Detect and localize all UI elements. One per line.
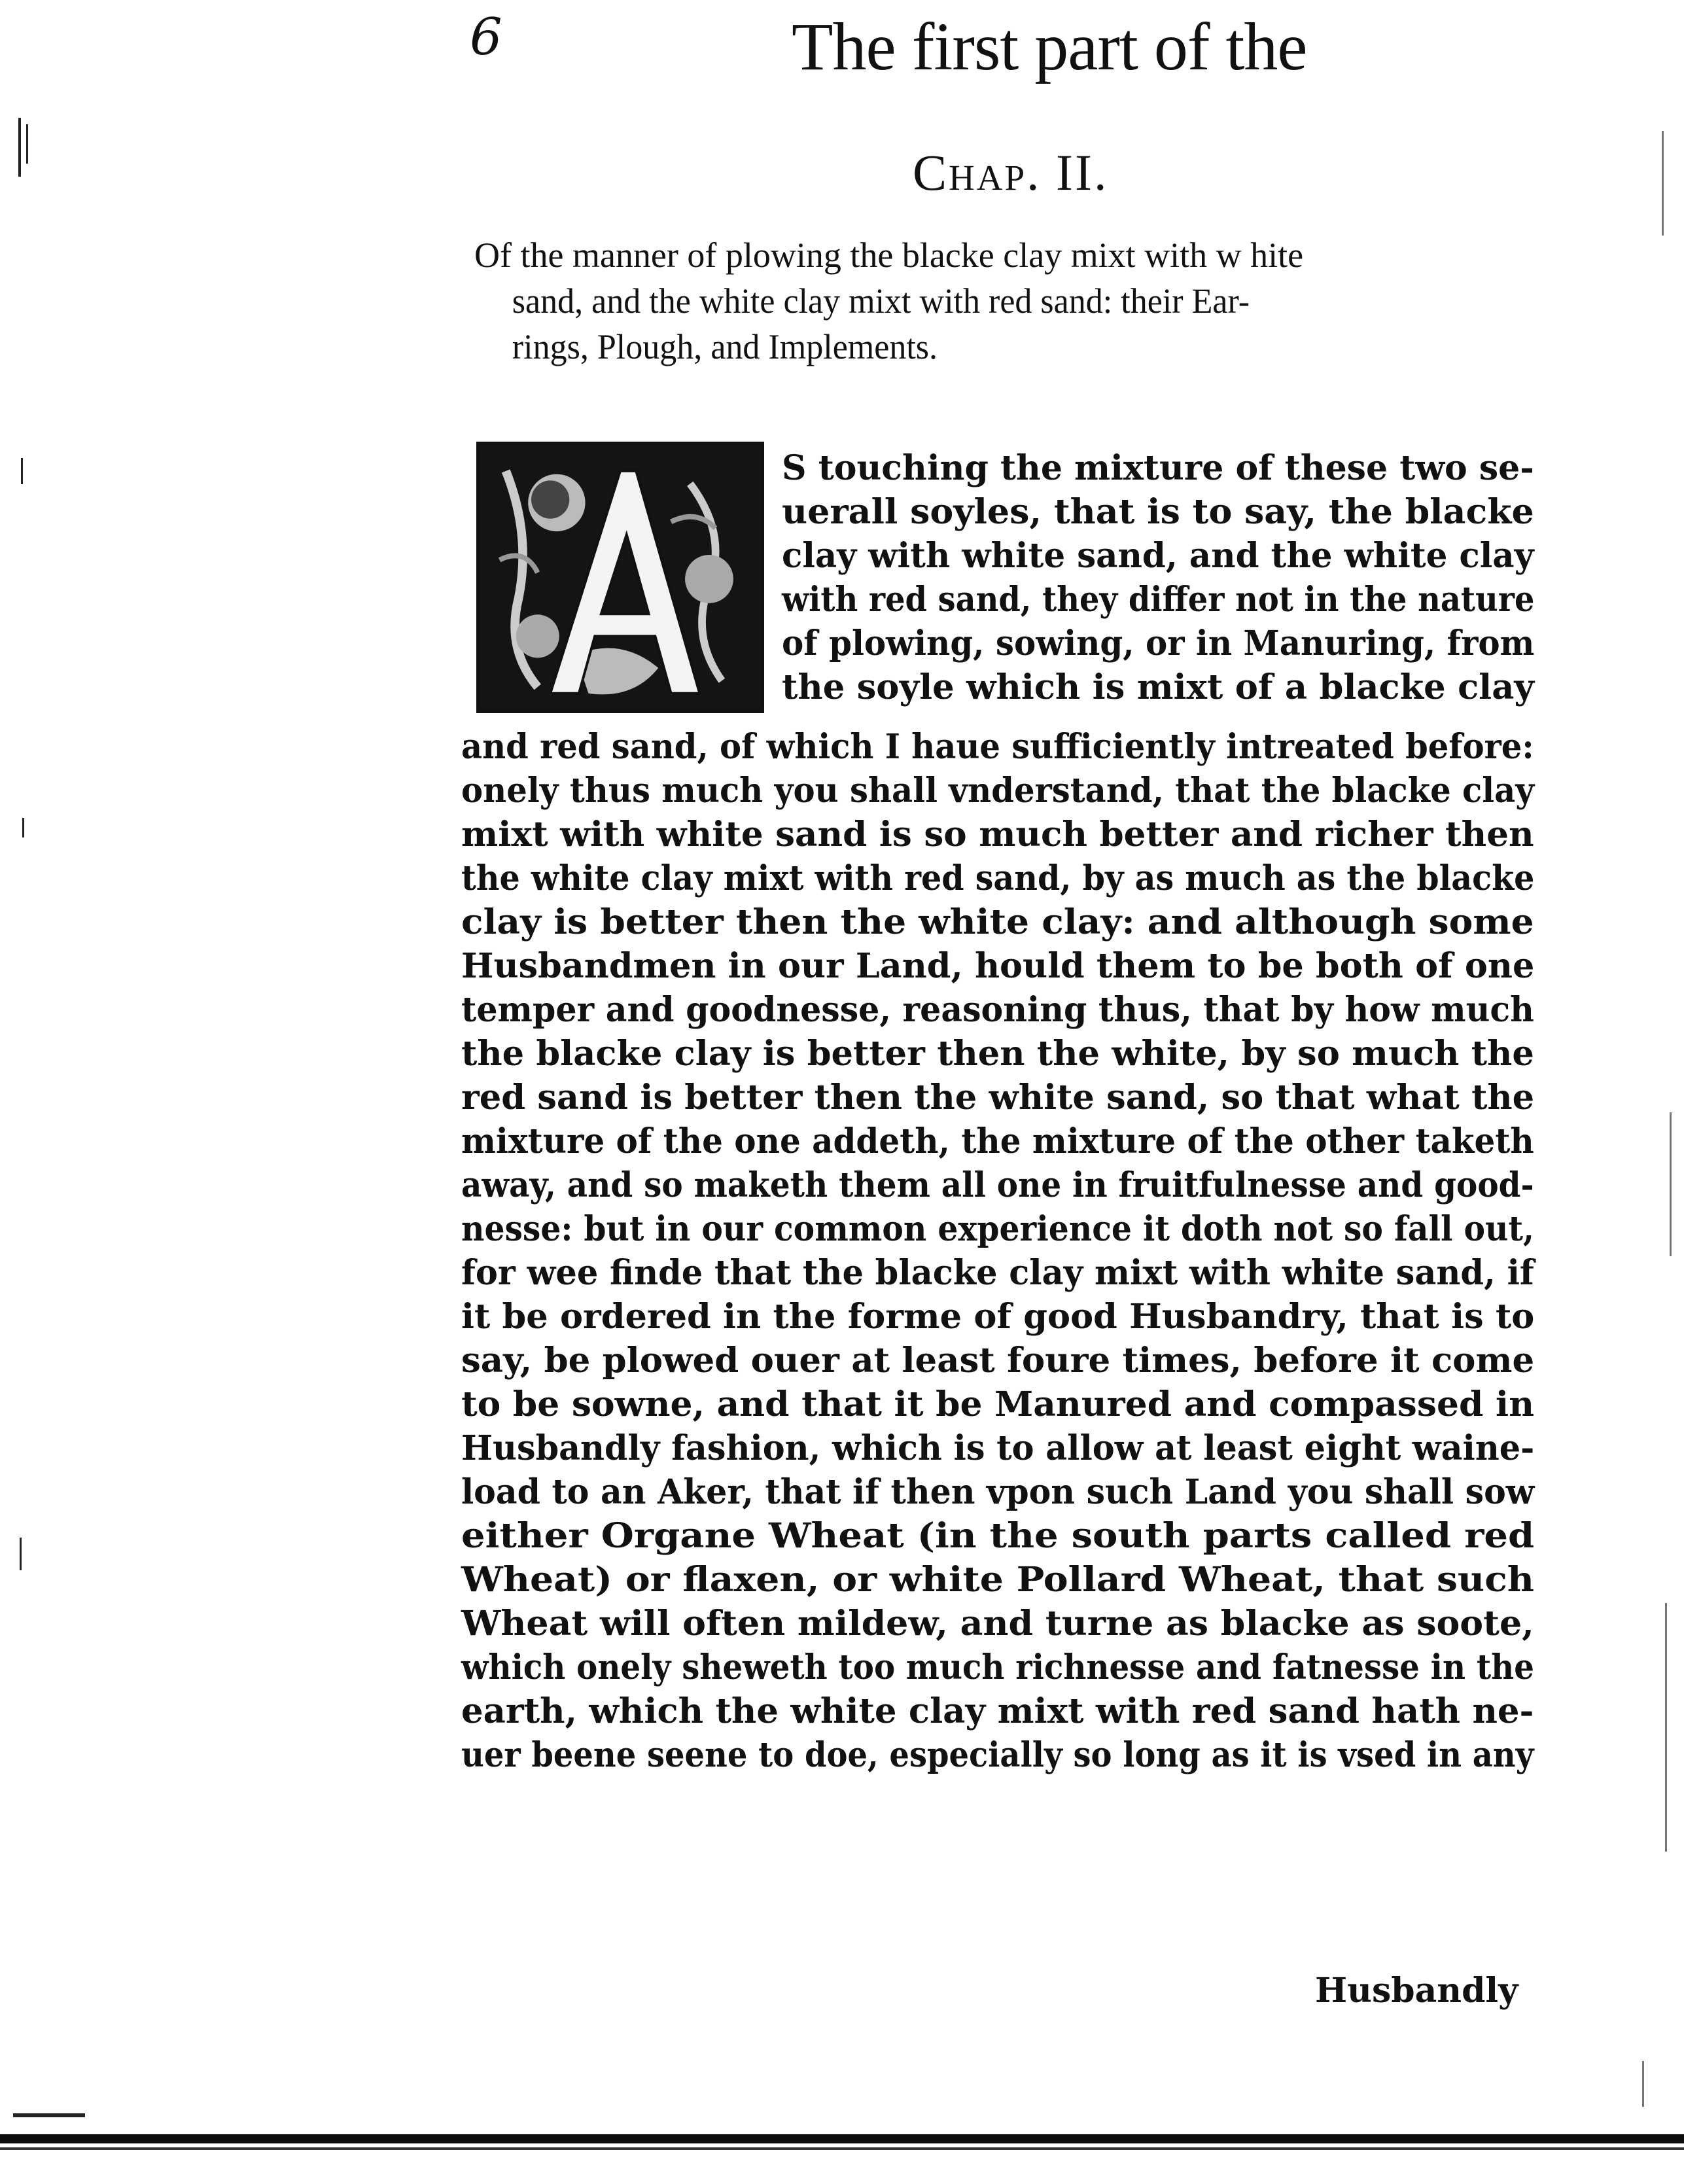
gutter-mark bbox=[21, 458, 23, 484]
chapter-heading: Chap. II. bbox=[913, 144, 1109, 201]
body-line: red sand is better then the white sand, so that what the bbox=[461, 1078, 1535, 1118]
body-line: for wee finde that the blacke clay mixt with white sand, if bbox=[461, 1253, 1534, 1293]
page-bottom-rule bbox=[0, 2147, 1684, 2150]
body-line: say, be plowed ouer at least foure times, before it come bbox=[461, 1341, 1535, 1381]
body-line: clay is better then the white clay: and although some bbox=[461, 902, 1534, 942]
body-line: uer beene seene to doe, especially so long as it is vsed in any bbox=[461, 1735, 1534, 1775]
body-line: nesse: but in our common experience it doth not so fall out, bbox=[461, 1209, 1534, 1249]
body-line: either Organe Wheat (in the south parts called red bbox=[461, 1516, 1535, 1556]
body-line: Husbandly fashion, which is to allow at least eight waine- bbox=[461, 1428, 1535, 1468]
edge-speckle bbox=[1665, 1603, 1667, 1852]
body-line: Wheat) or flaxen, or white Pollard Wheat, that such bbox=[461, 1560, 1535, 1600]
body-line: mixture of the one addeth, the mixture of the other taketh bbox=[461, 1121, 1534, 1161]
gutter-mark bbox=[26, 124, 28, 164]
edge-speckle bbox=[1642, 2061, 1644, 2107]
running-head: The first part of the bbox=[792, 9, 1307, 84]
body-line: load to an Aker, that if then vpon such Land you shall sow bbox=[461, 1472, 1535, 1512]
summary-line: rings, Plough, and Implements. bbox=[512, 327, 938, 366]
page-number: 6 bbox=[470, 8, 502, 67]
catchword: Husbandly bbox=[1315, 1971, 1518, 2011]
woodcut-initial bbox=[476, 442, 764, 713]
page-bottom-rule bbox=[0, 2134, 1684, 2143]
body-line: clay with white sand, and the white clay bbox=[782, 536, 1534, 576]
body-line: mixt with white sand is so much better and richer then bbox=[461, 815, 1534, 854]
body-line: the soyle which is mixt of a blacke clay bbox=[782, 667, 1535, 707]
body-line: uerall soyles, that is to say, the blacke bbox=[782, 492, 1534, 532]
gutter-mark bbox=[18, 118, 21, 177]
edge-speckle bbox=[1662, 131, 1664, 236]
edge-speckle bbox=[1670, 1112, 1672, 1256]
gutter-mark bbox=[13, 2113, 85, 2117]
gutter-mark bbox=[20, 1538, 22, 1570]
body-line: and red sand, of which I haue sufficiently intreated before: bbox=[461, 727, 1534, 767]
body-line: the blacke clay is better then the white, by so much the bbox=[461, 1034, 1534, 1074]
body-line: onely thus much you shall vnderstand, that the blacke clay bbox=[461, 771, 1535, 811]
body-line: temper and goodnesse, reasoning thus, that by how much bbox=[461, 990, 1534, 1030]
body-line: with red sand, they differ not in the nature bbox=[782, 580, 1535, 620]
woodcut-initial-art bbox=[480, 446, 760, 709]
body-line: Wheat will often mildew, and turne as blacke as soote, bbox=[461, 1604, 1534, 1644]
body-line: S touching the mixture of these two se- bbox=[782, 448, 1534, 488]
gutter-mark bbox=[22, 818, 24, 837]
summary-line: sand, and the white clay mixt with red sand: their Ear- bbox=[512, 281, 1250, 321]
chapter-summary bbox=[474, 232, 1547, 370]
body-line: to be sowne, and that it be Manured and compassed in bbox=[461, 1384, 1535, 1424]
body-line: it be ordered in the forme of good Husbandry, that is to bbox=[461, 1297, 1535, 1337]
body-line: earth, which the white clay mixt with red sand hath ne- bbox=[461, 1691, 1534, 1731]
body-line: of plowing, sowing, or in Manuring, from bbox=[782, 624, 1535, 663]
body-line: the white clay mixt with red sand, by as much as the blacke bbox=[461, 858, 1535, 898]
body-line: away, and so maketh them all one in fruitfulnesse and good- bbox=[461, 1165, 1534, 1205]
body-line: which onely sheweth too much richnesse and fatnesse in the bbox=[461, 1647, 1534, 1687]
body-line: Husbandmen in our Land, hould them to be both of one bbox=[461, 946, 1535, 986]
summary-line: Of the manner of plowing the blacke clay mixt with w hite bbox=[474, 236, 1304, 275]
